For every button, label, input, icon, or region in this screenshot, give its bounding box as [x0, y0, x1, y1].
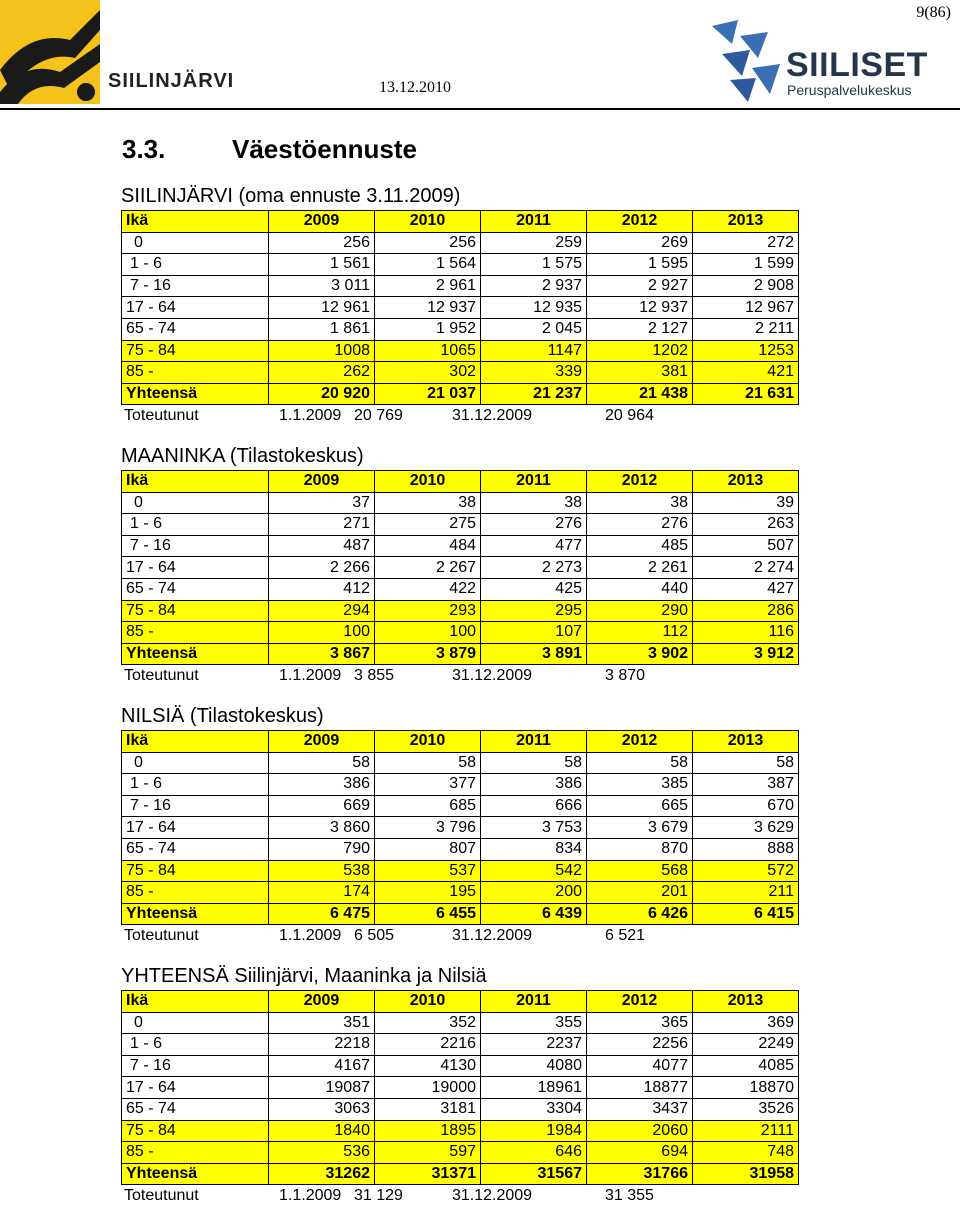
table-cell: 259 — [481, 232, 587, 254]
table-cell: 112 — [587, 622, 693, 644]
column-header: Ikä — [122, 211, 269, 233]
table-cell: 1895 — [375, 1120, 481, 1142]
realized-date-start: 1.1.2009 — [279, 407, 342, 425]
table-cell: 2249 — [693, 1034, 799, 1056]
table-cell: 19087 — [269, 1077, 375, 1099]
table-cell: 39 — [693, 492, 799, 514]
realized-date-end: 31.12.2009 — [452, 1187, 533, 1205]
table-cell: 572 — [693, 860, 799, 882]
population-table — [121, 210, 799, 405]
table-row — [122, 1142, 799, 1164]
table-cell: 12 967 — [693, 297, 799, 319]
realized-label: Toteutunut — [124, 667, 199, 685]
column-header: 2013 — [693, 991, 799, 1013]
realized-date-end: 31.12.2009 — [452, 407, 533, 425]
table-cell: 2 211 — [693, 318, 799, 340]
table-cell: 3 679 — [587, 817, 693, 839]
table-cell: 4077 — [587, 1055, 693, 1077]
section-title: SIILINJÄRVI (oma ennuste 3.11.2009) — [121, 185, 461, 207]
table-cell: 58 — [587, 752, 693, 774]
realized-date-start: 1.1.2009 — [279, 1187, 342, 1205]
table-cell: 31262 — [269, 1163, 375, 1185]
table-cell: 421 — [693, 362, 799, 384]
table-cell: 2060 — [587, 1120, 693, 1142]
table-cell: 1 861 — [269, 318, 375, 340]
table-cell: 365 — [587, 1012, 693, 1034]
table-cell: 21 631 — [693, 383, 799, 405]
table-cell: 2111 — [693, 1120, 799, 1142]
column-header: 2011 — [481, 731, 587, 753]
table-cell: 286 — [693, 600, 799, 622]
age-group-label: 65 - 74 — [122, 578, 269, 600]
table-row — [122, 860, 799, 882]
table-cell: 536 — [269, 1142, 375, 1164]
table-cell: 2218 — [269, 1034, 375, 1056]
table-cell: 3526 — [693, 1098, 799, 1120]
table-cell: 485 — [587, 535, 693, 557]
age-group-label: 65 - 74 — [122, 1098, 269, 1120]
table-cell: 3 902 — [587, 643, 693, 665]
realized-value-start: 6 505 — [354, 927, 395, 945]
page-number: 9(86) — [916, 4, 951, 21]
table-cell: 4167 — [269, 1055, 375, 1077]
realized-value-start: 31 129 — [354, 1187, 403, 1205]
table-cell: 1 595 — [587, 254, 693, 276]
table-cell: 1008 — [269, 340, 375, 362]
table-header-row — [122, 211, 799, 233]
table-cell: 58 — [693, 752, 799, 774]
column-header: 2010 — [375, 471, 481, 493]
table-cell: 290 — [587, 600, 693, 622]
table-cell: 116 — [693, 622, 799, 644]
table-cell: 3 753 — [481, 817, 587, 839]
realized-value-end: 3 870 — [605, 667, 646, 685]
table-cell: 2 961 — [375, 275, 481, 297]
table-cell: 2 927 — [587, 275, 693, 297]
table-cell: 412 — [269, 578, 375, 600]
table-cell: 271 — [269, 514, 375, 536]
table-cell: 2216 — [375, 1034, 481, 1056]
table-row — [122, 1077, 799, 1099]
age-group-label: 0 — [122, 492, 269, 514]
table-row — [122, 882, 799, 904]
age-group-label: 7 - 16 — [122, 535, 269, 557]
table-cell: 381 — [587, 362, 693, 384]
column-header: Ikä — [122, 731, 269, 753]
table-row — [122, 514, 799, 536]
age-group-label: Yhteensä — [122, 643, 269, 665]
section-title: MAANINKA (Tilastokeskus) — [121, 445, 364, 467]
table-cell: 3 011 — [269, 275, 375, 297]
table-cell: 302 — [375, 362, 481, 384]
table-cell: 3304 — [481, 1098, 587, 1120]
realized-label: Toteutunut — [124, 927, 199, 945]
table-cell: 2 937 — [481, 275, 587, 297]
table-cell: 694 — [587, 1142, 693, 1164]
realized-row — [121, 665, 801, 687]
table-cell: 387 — [693, 774, 799, 796]
table-row — [122, 1012, 799, 1034]
realized-label: Toteutunut — [124, 407, 199, 425]
table-cell: 2 045 — [481, 318, 587, 340]
table-cell: 369 — [693, 1012, 799, 1034]
table-header-row — [122, 991, 799, 1013]
table-cell: 3 891 — [481, 643, 587, 665]
table-cell: 6 415 — [693, 903, 799, 925]
table-cell: 272 — [693, 232, 799, 254]
table-cell: 3 860 — [269, 817, 375, 839]
table-cell: 807 — [375, 838, 481, 860]
table-row — [122, 340, 799, 362]
age-group-label: 17 - 64 — [122, 297, 269, 319]
table-cell: 38 — [375, 492, 481, 514]
table-cell: 670 — [693, 795, 799, 817]
column-header: 2012 — [587, 211, 693, 233]
realized-value-start: 20 769 — [354, 407, 403, 425]
table-row — [122, 752, 799, 774]
age-group-label: 85 - — [122, 882, 269, 904]
table-row — [122, 1163, 799, 1185]
table-cell: 1 599 — [693, 254, 799, 276]
header-date: 13.12.2010 — [379, 79, 451, 96]
realized-row — [121, 405, 801, 427]
age-group-label: 85 - — [122, 362, 269, 384]
table-cell: 200 — [481, 882, 587, 904]
table-cell: 484 — [375, 535, 481, 557]
forecast-section — [121, 702, 801, 947]
column-header: 2011 — [481, 471, 587, 493]
table-cell: 1253 — [693, 340, 799, 362]
table-cell: 58 — [481, 752, 587, 774]
table-cell: 4080 — [481, 1055, 587, 1077]
realized-date-end: 31.12.2009 — [452, 927, 533, 945]
siiliset-logo-subtitle: Peruspalvelukeskus — [787, 82, 912, 98]
table-row — [122, 1098, 799, 1120]
table-cell: 262 — [269, 362, 375, 384]
table-cell: 377 — [375, 774, 481, 796]
table-cell: 537 — [375, 860, 481, 882]
table-cell: 38 — [587, 492, 693, 514]
section-number: 3.3. — [122, 134, 166, 164]
column-header: 2010 — [375, 731, 481, 753]
realized-label: Toteutunut — [124, 1187, 199, 1205]
table-cell: 12 961 — [269, 297, 375, 319]
table-cell: 440 — [587, 578, 693, 600]
table-cell: 748 — [693, 1142, 799, 1164]
table-cell: 2 274 — [693, 557, 799, 579]
age-group-label: 1 - 6 — [122, 774, 269, 796]
table-cell: 3 879 — [375, 643, 481, 665]
column-header: Ikä — [122, 471, 269, 493]
table-row — [122, 622, 799, 644]
table-cell: 1 564 — [375, 254, 481, 276]
table-row — [122, 817, 799, 839]
realized-date-start: 1.1.2009 — [279, 927, 342, 945]
table-row — [122, 903, 799, 925]
table-row — [122, 795, 799, 817]
table-cell: 568 — [587, 860, 693, 882]
age-group-label: 75 - 84 — [122, 600, 269, 622]
column-header: Ikä — [122, 991, 269, 1013]
age-group-label: 75 - 84 — [122, 860, 269, 882]
table-cell: 669 — [269, 795, 375, 817]
age-group-label: 75 - 84 — [122, 340, 269, 362]
age-group-label: 7 - 16 — [122, 795, 269, 817]
siiliset-logo-name: SIILISET — [786, 46, 928, 84]
table-row — [122, 643, 799, 665]
page-title: Väestöennuste — [232, 134, 417, 164]
age-group-label: 1 - 6 — [122, 1034, 269, 1056]
column-header: 2013 — [693, 731, 799, 753]
table-cell: 355 — [481, 1012, 587, 1034]
table-cell: 507 — [693, 535, 799, 557]
table-cell: 2 267 — [375, 557, 481, 579]
table-cell: 31567 — [481, 1163, 587, 1185]
table-cell: 37 — [269, 492, 375, 514]
table-cell: 790 — [269, 838, 375, 860]
table-cell: 12 937 — [375, 297, 481, 319]
column-header: 2009 — [269, 731, 375, 753]
age-group-label: 65 - 74 — [122, 318, 269, 340]
table-cell: 477 — [481, 535, 587, 557]
table-cell: 21 237 — [481, 383, 587, 405]
table-cell: 20 920 — [269, 383, 375, 405]
table-cell: 1147 — [481, 340, 587, 362]
table-header-row — [122, 731, 799, 753]
table-cell: 18877 — [587, 1077, 693, 1099]
age-group-label: Yhteensä — [122, 903, 269, 925]
table-cell: 2 261 — [587, 557, 693, 579]
table-cell: 2 908 — [693, 275, 799, 297]
table-cell: 870 — [587, 838, 693, 860]
table-row — [122, 557, 799, 579]
table-cell: 58 — [269, 752, 375, 774]
table-row — [122, 297, 799, 319]
siiliset-logo-icon — [708, 16, 784, 102]
column-header: 2012 — [587, 471, 693, 493]
table-cell: 352 — [375, 1012, 481, 1034]
table-cell: 107 — [481, 622, 587, 644]
table-cell: 12 935 — [481, 297, 587, 319]
table-cell: 427 — [693, 578, 799, 600]
table-row — [122, 838, 799, 860]
table-cell: 1840 — [269, 1120, 375, 1142]
column-header: 2009 — [269, 471, 375, 493]
age-group-label: 17 - 64 — [122, 817, 269, 839]
table-cell: 487 — [269, 535, 375, 557]
table-cell: 339 — [481, 362, 587, 384]
table-cell: 385 — [587, 774, 693, 796]
section-title: NILSIÄ (Tilastokeskus) — [121, 705, 324, 727]
table-cell: 597 — [375, 1142, 481, 1164]
table-cell: 685 — [375, 795, 481, 817]
age-group-label: Yhteensä — [122, 1163, 269, 1185]
table-cell: 425 — [481, 578, 587, 600]
realized-value-end: 31 355 — [605, 1187, 654, 1205]
table-cell: 18870 — [693, 1077, 799, 1099]
table-row — [122, 1055, 799, 1077]
realized-row — [121, 925, 801, 947]
realized-value-start: 3 855 — [354, 667, 395, 685]
table-row — [122, 383, 799, 405]
table-cell: 211 — [693, 882, 799, 904]
table-row — [122, 578, 799, 600]
table-cell: 276 — [587, 514, 693, 536]
column-header: 2009 — [269, 991, 375, 1013]
age-group-label: 1 - 6 — [122, 254, 269, 276]
table-cell: 256 — [269, 232, 375, 254]
table-cell: 19000 — [375, 1077, 481, 1099]
table-cell: 18961 — [481, 1077, 587, 1099]
table-cell: 1 575 — [481, 254, 587, 276]
age-group-label: 85 - — [122, 622, 269, 644]
table-cell: 38 — [481, 492, 587, 514]
table-cell: 269 — [587, 232, 693, 254]
age-group-label: 7 - 16 — [122, 1055, 269, 1077]
table-row — [122, 318, 799, 340]
realized-value-end: 6 521 — [605, 927, 646, 945]
table-cell: 2256 — [587, 1034, 693, 1056]
age-group-label: 1 - 6 — [122, 514, 269, 536]
table-cell: 1202 — [587, 340, 693, 362]
table-cell: 3437 — [587, 1098, 693, 1120]
table-cell: 256 — [375, 232, 481, 254]
realized-date-start: 1.1.2009 — [279, 667, 342, 685]
table-cell: 293 — [375, 600, 481, 622]
table-cell: 31371 — [375, 1163, 481, 1185]
population-table — [121, 730, 799, 925]
age-group-label: 0 — [122, 752, 269, 774]
table-cell: 263 — [693, 514, 799, 536]
table-row — [122, 492, 799, 514]
column-header: 2012 — [587, 991, 693, 1013]
table-cell: 6 439 — [481, 903, 587, 925]
table-cell: 21 037 — [375, 383, 481, 405]
forecast-section — [121, 182, 801, 427]
population-table — [121, 990, 799, 1185]
table-cell: 834 — [481, 838, 587, 860]
table-row — [122, 254, 799, 276]
table-cell: 195 — [375, 882, 481, 904]
table-row — [122, 600, 799, 622]
siilinjarvi-logo-icon — [0, 0, 110, 104]
age-group-label: 0 — [122, 232, 269, 254]
table-row — [122, 1034, 799, 1056]
table-cell: 294 — [269, 600, 375, 622]
realized-value-end: 20 964 — [605, 407, 654, 425]
table-cell: 174 — [269, 882, 375, 904]
table-cell: 3063 — [269, 1098, 375, 1120]
table-cell: 2 127 — [587, 318, 693, 340]
table-row — [122, 774, 799, 796]
table-cell: 3 912 — [693, 643, 799, 665]
table-cell: 351 — [269, 1012, 375, 1034]
table-cell: 1984 — [481, 1120, 587, 1142]
age-group-label: 17 - 64 — [122, 557, 269, 579]
age-group-label: Yhteensä — [122, 383, 269, 405]
column-header: 2010 — [375, 991, 481, 1013]
table-cell: 1065 — [375, 340, 481, 362]
section-title: YHTEENSÄ Siilinjärvi, Maaninka ja Nilsiä — [121, 965, 487, 987]
table-cell: 6 426 — [587, 903, 693, 925]
table-cell: 4085 — [693, 1055, 799, 1077]
age-group-label: 85 - — [122, 1142, 269, 1164]
table-cell: 6 475 — [269, 903, 375, 925]
column-header: 2012 — [587, 731, 693, 753]
table-cell: 646 — [481, 1142, 587, 1164]
table-cell: 3 629 — [693, 817, 799, 839]
table-row — [122, 275, 799, 297]
table-row — [122, 362, 799, 384]
table-cell: 1 561 — [269, 254, 375, 276]
forecast-section — [121, 962, 801, 1207]
table-cell: 665 — [587, 795, 693, 817]
age-group-label: 75 - 84 — [122, 1120, 269, 1142]
table-cell: 2237 — [481, 1034, 587, 1056]
table-cell: 58 — [375, 752, 481, 774]
table-cell: 386 — [481, 774, 587, 796]
table-row — [122, 1120, 799, 1142]
table-cell: 2 266 — [269, 557, 375, 579]
column-header: 2011 — [481, 991, 587, 1013]
age-group-label: 65 - 74 — [122, 838, 269, 860]
column-header: 2013 — [693, 471, 799, 493]
table-cell: 3181 — [375, 1098, 481, 1120]
forecast-section — [121, 442, 801, 687]
table-cell: 31958 — [693, 1163, 799, 1185]
table-cell: 275 — [375, 514, 481, 536]
realized-date-end: 31.12.2009 — [452, 667, 533, 685]
header-divider — [0, 108, 960, 110]
population-table — [121, 470, 799, 665]
realized-row — [121, 1185, 801, 1207]
table-cell: 888 — [693, 838, 799, 860]
age-group-label: 17 - 64 — [122, 1077, 269, 1099]
table-cell: 276 — [481, 514, 587, 536]
table-cell: 2 273 — [481, 557, 587, 579]
table-cell: 1 952 — [375, 318, 481, 340]
table-row — [122, 232, 799, 254]
table-cell: 201 — [587, 882, 693, 904]
table-cell: 6 455 — [375, 903, 481, 925]
table-cell: 538 — [269, 860, 375, 882]
table-cell: 12 937 — [587, 297, 693, 319]
table-cell: 295 — [481, 600, 587, 622]
table-cell: 21 438 — [587, 383, 693, 405]
table-cell: 31766 — [587, 1163, 693, 1185]
table-cell: 100 — [269, 622, 375, 644]
table-cell: 3 867 — [269, 643, 375, 665]
column-header: 2010 — [375, 211, 481, 233]
table-header-row — [122, 471, 799, 493]
table-cell: 100 — [375, 622, 481, 644]
table-cell: 386 — [269, 774, 375, 796]
table-cell: 422 — [375, 578, 481, 600]
column-header: 2011 — [481, 211, 587, 233]
table-cell: 4130 — [375, 1055, 481, 1077]
table-cell: 542 — [481, 860, 587, 882]
table-row — [122, 535, 799, 557]
age-group-label: 0 — [122, 1012, 269, 1034]
column-header: 2013 — [693, 211, 799, 233]
table-cell: 3 796 — [375, 817, 481, 839]
age-group-label: 7 - 16 — [122, 275, 269, 297]
siilinjarvi-logo-text: SIILINJÄRVI — [108, 70, 235, 92]
table-cell: 666 — [481, 795, 587, 817]
column-header: 2009 — [269, 211, 375, 233]
